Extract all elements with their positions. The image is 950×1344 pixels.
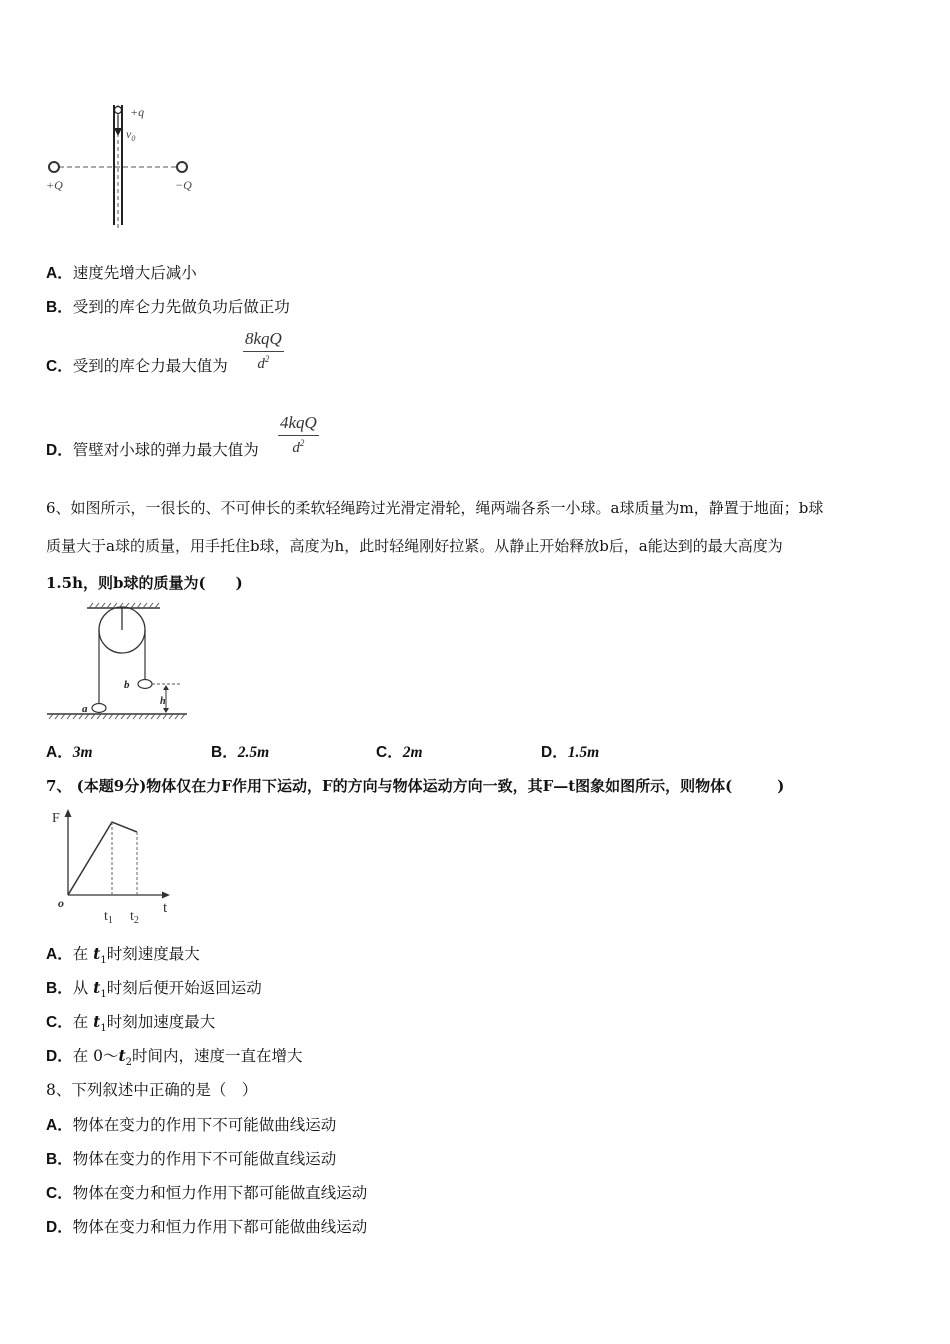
f-axis-label: F <box>52 811 60 826</box>
q6-stem-line3: 1.5h，则b球的质量为( ) <box>46 574 243 592</box>
q5-option-c[interactable]: C．受到的库仑力最大值为 <box>46 357 228 375</box>
q5-option-b[interactable]: B．受到的库仑力先做负功后做正功 <box>46 298 290 316</box>
q6-option-c[interactable]: C．2m <box>376 744 423 761</box>
q7-option-c[interactable]: C．在 $t_1$时刻加速度最大 <box>46 1012 216 1035</box>
svg-text:v0: $v_0$ <box>126 127 136 143</box>
plus-q-label: +Q <box>46 178 63 192</box>
q8-stem: 8、下列叙述中正确的是（ ） <box>46 1081 258 1099</box>
t1-label: t <box>104 909 108 924</box>
q8-option-d[interactable]: D．物体在变力和恒力作用下都可能做曲线运动 <box>46 1218 368 1236</box>
a-label: a <box>82 703 88 715</box>
q8-option-a[interactable]: A．物体在变力的作用下不可能做曲线运动 <box>46 1116 337 1134</box>
figure-pulley <box>42 600 202 725</box>
q7-option-d[interactable]: D．在 $0\sim t_2$时间内，速度一直在增大 <box>46 1046 303 1069</box>
q8-option-b[interactable]: B．物体在变力的作用下不可能做直线运动 <box>46 1150 337 1168</box>
figure-f-t-graph <box>46 805 186 927</box>
q7-stem: 7、 (本题9分)物体仅在力F作用下运动，F的方向与物体运动方向一致，其F—t图象如图所示，则物体( ) <box>46 777 785 795</box>
b-label: b <box>124 679 130 691</box>
q6-stem-line2: 质量大于a球的质量，用手托住b球，高度为h，此时轻绳刚好拉紧。从静止开始释放b后，a能达到的最大高度为 <box>46 537 783 555</box>
q5-option-d[interactable]: D．管壁对小球的弹力最大值为 <box>46 441 259 459</box>
h-label: h <box>160 696 166 707</box>
q6-option-d[interactable]: D．1.5m <box>541 744 600 761</box>
q6-stem-line1: 6、如图所示，一很长的、不可伸长的柔软轻绳跨过光滑定滑轮，绳两端各系一小球。a球质量为m，静置于地面；b球 <box>46 499 824 517</box>
figure-charges-tube <box>40 100 210 235</box>
v0-label: v <box>126 127 132 141</box>
fraction-4kqq-d2: 4kqQ $d^2$ <box>280 413 317 456</box>
q-label: +q <box>130 105 145 119</box>
q7-option-b[interactable]: B．从 $t_1$时刻后便开始返回运动 <box>46 978 262 1001</box>
t-axis-label: t <box>163 900 168 916</box>
q7-option-a[interactable]: A．在 $t_1$时刻速度最大 <box>46 944 200 967</box>
fraction-8kqq-d2: 8kqQ $d^2$ <box>245 329 282 372</box>
minus-q-label: −Q <box>175 178 192 192</box>
t2-label: t <box>130 909 134 924</box>
q5-option-a[interactable]: A．速度先增大后减小 <box>46 264 197 282</box>
origin-label: o <box>58 896 64 910</box>
svg-text:t2: $t_2$ <box>130 909 139 926</box>
q6-option-b[interactable]: B．2.5m <box>211 744 270 761</box>
q8-option-c[interactable]: C．物体在变力和恒力作用下都可能做直线运动 <box>46 1184 368 1202</box>
q6-option-a[interactable]: A．3m <box>46 744 93 761</box>
svg-text:t1: $t_1$ <box>104 909 113 926</box>
